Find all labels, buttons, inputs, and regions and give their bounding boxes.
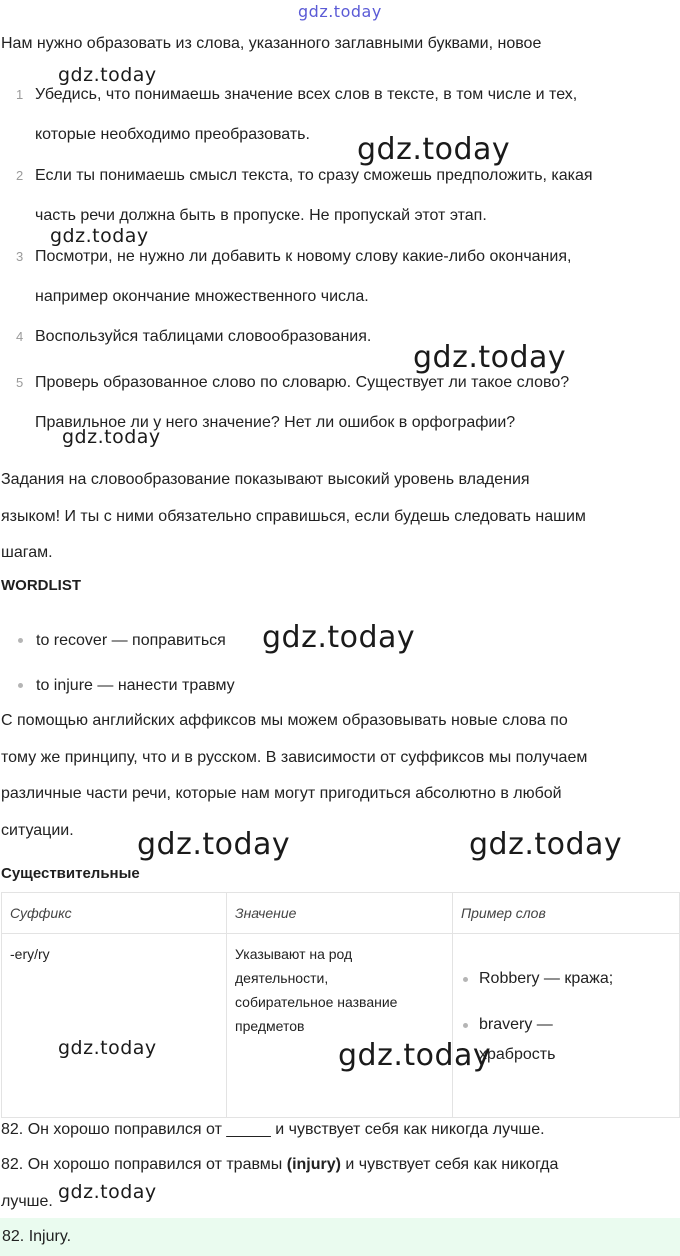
summary-line: языком! И ты с ними обязательно справишься, если будешь следовать нашим (1, 507, 586, 525)
meaning-line: деятельности, (235, 970, 329, 986)
solution-part: 82. Он хорошо поправился от травмы (1, 1156, 287, 1173)
suffix-table (1, 892, 680, 1118)
table-header: Значение (227, 893, 453, 934)
example-item: Robbery — кража; (461, 964, 671, 994)
bullet-icon (18, 638, 23, 643)
step-text (35, 156, 675, 236)
watermark-text: gdz.today (62, 426, 161, 448)
wordlist-item-text: to recover — поправиться (36, 632, 226, 649)
watermark-text: gdz.today (137, 827, 291, 862)
watermark-text: gdz.today (58, 1181, 157, 1203)
solution-part: лучше. (1, 1192, 53, 1210)
watermark-text: gdz.today (413, 340, 567, 375)
step-number: 2 (16, 168, 24, 183)
step-line: например окончание множественного числа. (35, 288, 369, 305)
table-header-row (2, 893, 680, 934)
meaning-line: собирательное название (235, 994, 398, 1010)
summary-line: Задания на словообразование показывают высокий уровень владения (1, 471, 530, 488)
summary-text (1, 462, 677, 572)
step-number: 5 (16, 375, 24, 390)
watermark-text: gdz.today (338, 1038, 492, 1073)
step-line: Правильное ли у него значение? Нет ли ошибок в орфографии? (35, 414, 516, 431)
examples-list (461, 964, 671, 1070)
watermark-text: gdz.today (262, 620, 416, 655)
step-line: Посмотри, не нужно ли добавить к новому слову какие-либо окончания, (35, 248, 572, 265)
watermark-text: gdz.today (58, 64, 157, 86)
step-number: 3 (16, 249, 24, 264)
watermark-text: gdz.today (50, 225, 149, 247)
step-number: 4 (16, 329, 24, 344)
bullet-icon (18, 683, 23, 688)
intro-text: Нам нужно образовать из слова, указанного заглавными буквами, новое (1, 35, 542, 52)
watermark-text: gdz.today (357, 132, 511, 167)
step-item (0, 75, 680, 155)
step-item (0, 317, 680, 357)
step-text: Воспользуйся таблицами словообразования. (35, 328, 372, 345)
meaning-line: Указывают на род (235, 946, 353, 962)
step-item (0, 363, 680, 443)
step-item (0, 156, 680, 236)
meaning-cell (227, 934, 453, 1118)
answer-text: 82. Injury. (2, 1228, 72, 1245)
watermark-text: gdz.today (469, 827, 623, 862)
step-text (35, 237, 675, 317)
step-line: Если ты понимаешь смысл текста, то сразу сможешь предположить, какая (35, 167, 593, 184)
table-row (2, 934, 680, 1118)
table-header: Пример слов (453, 893, 680, 934)
step-text (35, 363, 675, 443)
affix-line: тому же принципу, что и в русском. В зависимости от суффиксов мы получаем (1, 748, 588, 766)
solution-part: и чувствует себя как никогда (340, 1156, 559, 1173)
affix-line: ситуации. (1, 821, 74, 839)
answer-box (0, 1218, 680, 1256)
example-item: bravery — храбрость (461, 1010, 629, 1070)
step-text (35, 75, 675, 155)
wordlist-item (0, 672, 680, 702)
table-header: Суффикс (2, 893, 227, 934)
step-number: 1 (16, 87, 24, 102)
meaning-line: предметов (235, 1018, 305, 1034)
step-line: которые необходимо преобразовать. (35, 126, 310, 143)
task-text: 82. Он хорошо поправился от _____ и чувствует себя как никогда лучше. (1, 1121, 545, 1138)
summary-line: шагам. (1, 544, 53, 561)
solution-highlight: (injury) (286, 1156, 341, 1173)
step-line: часть речи должна быть в пропуске. Не пропускай этот этап. (35, 207, 487, 224)
watermark-text: gdz.today (58, 1037, 157, 1059)
wordlist-item (0, 627, 680, 657)
affix-line: различные части речи, которые нам могут пригодиться абсолютно в любой (1, 785, 562, 802)
affix-text (1, 703, 677, 849)
step-line: Убедись, что понимаешь значение всех слов в тексте, в том числе и тех, (35, 86, 578, 103)
solution-text (1, 1147, 677, 1220)
site-watermark: gdz.today (298, 2, 382, 21)
suffix-cell: -ery/ry (2, 934, 227, 1118)
affix-line: С помощью английских аффиксов мы можем образовывать новые слова по (1, 712, 568, 729)
step-line: Проверь образованное слово по словарю. Существует ли такое слово? (35, 374, 570, 391)
wordlist-heading: WORDLIST (1, 577, 81, 594)
wordlist-item-text: to injure — нанести травму (36, 677, 235, 694)
examples-cell (453, 934, 680, 1118)
step-item (0, 237, 680, 317)
nouns-heading: Существительные (1, 865, 140, 882)
